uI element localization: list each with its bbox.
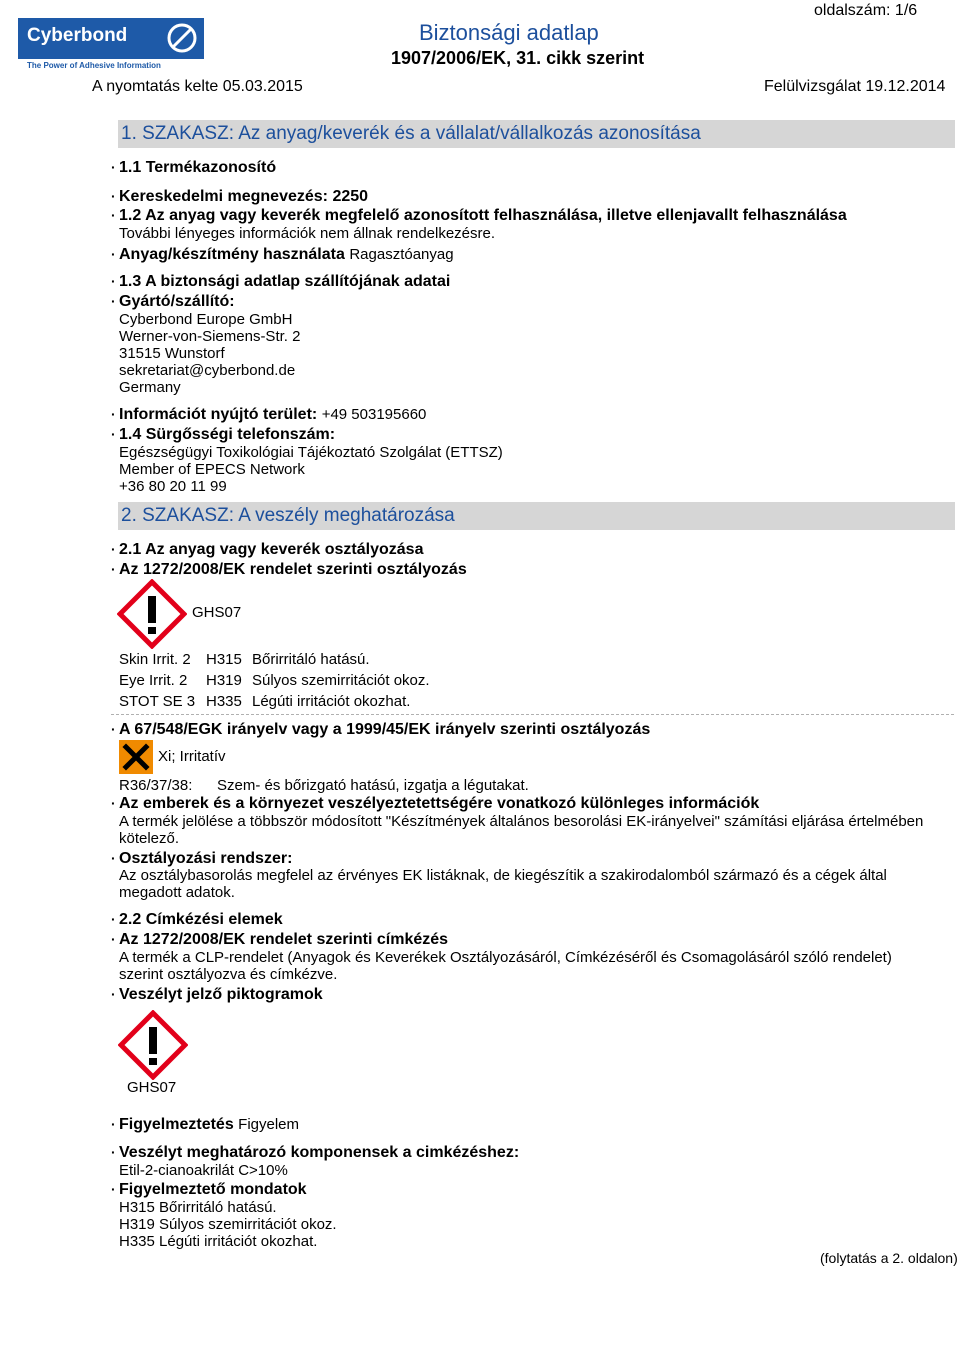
pictogram-title: Veszélyt jelző piktogramok (119, 986, 323, 1003)
continued-note: (folytatás a 2. oldalon) (820, 1250, 958, 1266)
signal-value: Figyelem (238, 1116, 300, 1133)
hazard-code: H319 (206, 672, 242, 689)
label-text: A termék a CLP-rendelet (Anyagok és Keverékek Osztályozásáról, Címkézéséről és Csomagolásáról szóló rendelet) (119, 949, 892, 966)
emergency-line: Member of EPECS Network (119, 461, 305, 478)
statements-title: Figyelmeztető mondatok (119, 1181, 307, 1198)
xi-irritant-icon (119, 740, 153, 774)
signal-line (119, 1115, 299, 1134)
components-title: Veszélyt meghatározó komponensek a cimkézéshez: (119, 1144, 520, 1161)
dsd-title: A 67/548/EGK irányelv vagy a 1999/45/EK irányelv szerinti osztályozás (119, 721, 651, 738)
section-1-header (118, 120, 955, 148)
special-title: Az emberek és a környezet veszélyeztetettségére vonatkozó különleges információk (119, 795, 760, 812)
special-text: A termék jelölése a többször módosított "Készítmények általános besorolási EK-irányelvei" számítási eljárása értelmében (119, 813, 924, 830)
system-title: Osztályozási rendszer: (119, 850, 293, 867)
s22-title: 2.2 Címkézési elemek (119, 911, 283, 928)
hazard-text: Bőrirritáló hatású. (252, 651, 370, 668)
special-text: kötelező. (119, 830, 180, 847)
system-text: megadott adatok. (119, 884, 235, 901)
hazard-class: Eye Irrit. 2 (119, 672, 188, 689)
supplier-line: Cyberbond Europe GmbH (119, 311, 293, 328)
ghs07-exclamation-icon (118, 1010, 188, 1080)
r-code: R36/37/38: (119, 777, 193, 794)
hazard-code: H335 (206, 693, 242, 710)
emergency-phone: +36 80 20 11 99 (119, 478, 227, 495)
logo-tagline: The Power of Adhesive Information (27, 61, 161, 70)
usage-label: Anyag/készítmény használata (119, 246, 345, 263)
hazard-code: H315 (206, 651, 242, 668)
info-line (119, 405, 426, 424)
divider (111, 714, 954, 715)
hazard-text: Súlyos szemirritációt okoz. (252, 672, 430, 689)
revision-date: Felülvizsgálat 19.12.2014 (764, 78, 946, 95)
usage-line (119, 245, 454, 264)
doc-subtitle: 1907/2006/EK, 31. cikk szerint (391, 48, 645, 68)
supplier-line: Germany (119, 379, 181, 396)
print-date: A nyomtatás kelte 05.03.2015 (92, 78, 303, 95)
components-text: Etil-2-cianoakrilát C>10% (119, 1162, 288, 1179)
supplier-line: 31515 Wunstorf (119, 345, 225, 362)
s13-title: 1.3 A biztonsági adatlap szállítójának adatai (119, 273, 451, 290)
label-text: szerint osztályozva és címkézve. (119, 966, 338, 983)
supplier-label: Gyártó/szállító: (119, 293, 235, 310)
page-number: oldalszám: 1/6 (814, 2, 918, 19)
info-value: +49 503195660 (321, 406, 427, 423)
statement-line: H319 Súlyos szemirritációt okoz. (119, 1216, 337, 1233)
ghs07-label: GHS07 (192, 604, 242, 621)
trade-name: Kereskedelmi megnevezés: 2250 (119, 188, 369, 205)
info-label: Információt nyújtó terület: (119, 406, 318, 423)
s21-title: 2.1 Az anyag vagy keverék osztályozása (119, 541, 424, 558)
doc-title: Biztonsági adatlap (419, 20, 599, 45)
hazard-text: Légúti irritációt okozhat. (252, 693, 411, 710)
system-text: Az osztálybasorolás megfelel az érvényes EK listáknak, de kiegészítik a szakirodalomból származó és a cégek által (119, 867, 887, 884)
r-text: Szem- és bőrizgató hatású, izgatja a légutakat. (217, 777, 529, 794)
statement-line: H335 Légúti irritációt okozhat. (119, 1233, 318, 1250)
xi-label: Xi; Irritatív (158, 748, 226, 765)
emergency-line: Egészségügyi Toxikológiai Tájékoztató Szolgálat (ETTSZ) (119, 444, 503, 461)
s11-title: 1.1 Termékazonosító (119, 159, 277, 176)
logo-tagline-strip (18, 59, 204, 76)
hazard-class: Skin Irrit. 2 (119, 651, 191, 668)
supplier-line: Werner-von-Siemens-Str. 2 (119, 328, 301, 345)
pictogram-label: GHS07 (127, 1079, 177, 1096)
signal-label: Figyelmeztetés (119, 1116, 234, 1133)
clp-title: Az 1272/2008/EK rendelet szerinti osztályozás (119, 561, 467, 578)
cyberbond-logo (18, 18, 204, 76)
s12-text: További lényeges információk nem állnak rendelkezésre. (119, 225, 496, 242)
logo-mark-icon (166, 22, 198, 54)
section-2-header (118, 502, 955, 530)
s12-title: 1.2 Az anyag vagy keverék megfelelő azonosított felhasználása, illetve ellenjavallt felhasználása (119, 207, 847, 224)
section-2-title: 2. SZAKASZ: A veszély meghatározása (121, 505, 455, 526)
ghs07-exclamation-icon (117, 579, 187, 649)
label-title: Az 1272/2008/EK rendelet szerinti címkézés (119, 931, 449, 948)
usage-value: Ragasztóanyag (349, 246, 454, 263)
section-1-title: 1. SZAKASZ: Az anyag/keverék és a vállalat/vállalkozás azonosítása (121, 123, 701, 144)
statement-line: H315 Bőrirritáló hatású. (119, 1199, 277, 1216)
s14-title: 1.4 Sürgősségi telefonszám: (119, 426, 336, 443)
hazard-class: STOT SE 3 (119, 693, 196, 710)
logo-word: Cyberbond (27, 25, 128, 46)
supplier-email: sekretariat@cyberbond.de (119, 362, 296, 379)
